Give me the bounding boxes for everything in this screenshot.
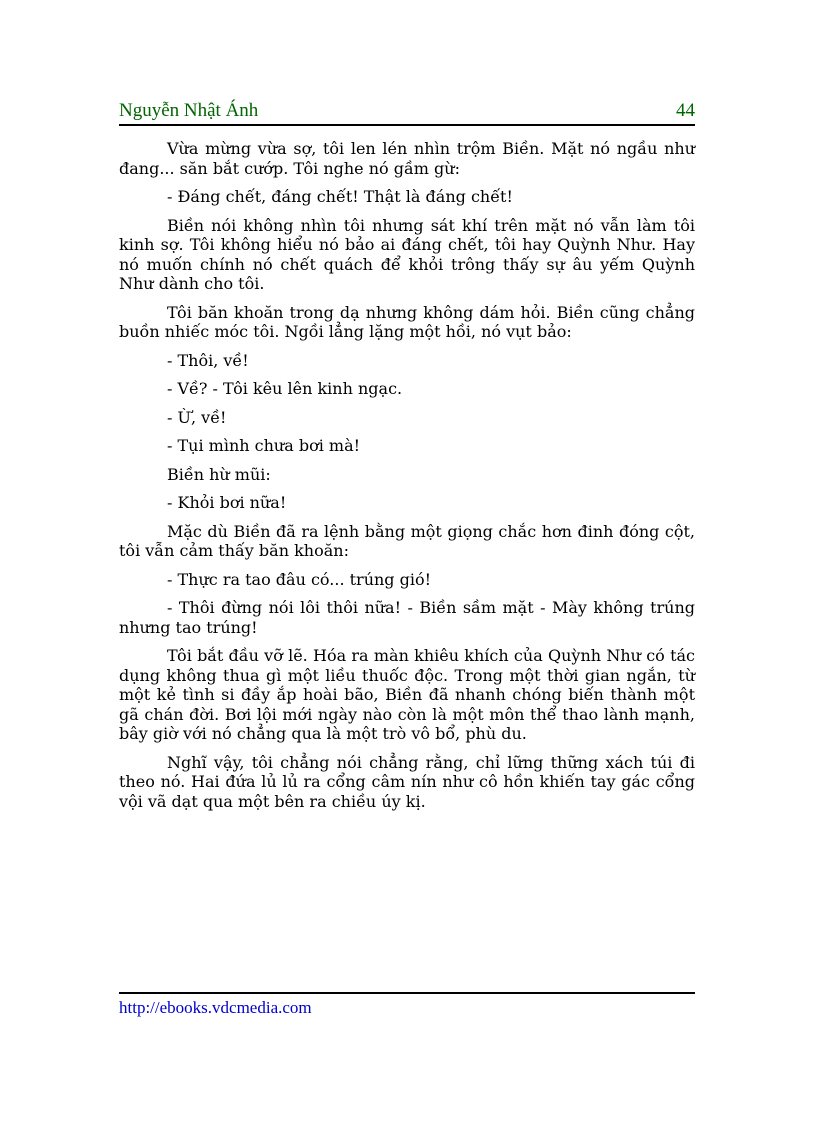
dialogue-line: - Thực ra tao đâu có... trúng gió!	[167, 569, 432, 589]
paragraph: Vừa mừng vừa sợ, tôi len lén nhìn trộm Biền. Mặt nó ngầu như đang... săn bắt cướp. Tôi nghe nó gầm gừ:	[119, 139, 695, 178]
paragraph: Biền nói không nhìn tôi nhưng sát khí trên mặt nó vẫn làm tôi kinh sợ. Tôi không hiểu nó bảo ai đáng chết, tôi hay Quỳnh Như. Hay nó muốn chính nó chết quách để khỏi trông thấy sự âu yếm Quỳnh Như dành cho tôi.	[119, 215, 695, 293]
paragraph: Nghĩ vậy, tôi chẳng nói chẳng rằng, chỉ lững thững xách túi đi theo nó. Hai đứa lủ lủ ra cổng câm nín như cô hồn khiến tay gác cổng vội vã dạt qua một bên ra chiều úy kị.	[119, 752, 695, 811]
paragraph: Tôi băn khoăn trong dạ nhưng không dám hỏi. Biền cũng chẳng buồn nhiếc móc tôi. Ngồi lẳng lặng một hồi, nó vụt bảo:	[119, 302, 695, 341]
dialogue-line: - Tụi mình chưa bơi mà!	[167, 436, 361, 455]
dialogue-line: - Thôi đừng nói lôi thôi nữa! - Biền sầm mặt - Mày không trúng nhưng tao trúng!	[119, 598, 695, 637]
dialogue-line: - Thôi, về!	[167, 350, 249, 370]
author-name: Nguyễn Nhật Ánh	[119, 100, 259, 121]
page-footer	[119, 992, 695, 1018]
paragraph: Biền hừ mũi:	[167, 464, 271, 484]
dialogue-line: - Về? - Tôi kêu lên kinh ngạc.	[167, 379, 403, 398]
dialogue-line: - Khỏi bơi nữa!	[167, 493, 287, 512]
page-number: 44	[676, 100, 695, 121]
page-header	[119, 100, 695, 126]
website-link[interactable]: http://ebooks.vdcmedia.com	[119, 998, 312, 1017]
dialogue-line: - Đáng chết, đáng chết! Thật là đáng chết!	[167, 187, 513, 206]
story-body	[119, 139, 695, 820]
paragraph: Tôi bắt đầu vỡ lẽ. Hóa ra màn khiêu khích của Quỳnh Như có tác dụng không thua gì một liều thuốc độc. Trong một thời gian ngắn, từ một kẻ tình si đầy ắp hoài bão, Biền đã nhanh chóng biến thành một gã chán đời. Bơi lội mới ngày nào còn là một môn thể thao lành mạnh, bây giờ với nó chẳng qua là một trò vô bổ, phù du.	[119, 646, 695, 743]
paragraph: Mặc dù Biền đã ra lệnh bằng một giọng chắc hơn đinh đóng cột, tôi vẫn cảm thấy băn khoăn:	[119, 521, 695, 560]
dialogue-line: - Ừ, về!	[167, 407, 227, 427]
